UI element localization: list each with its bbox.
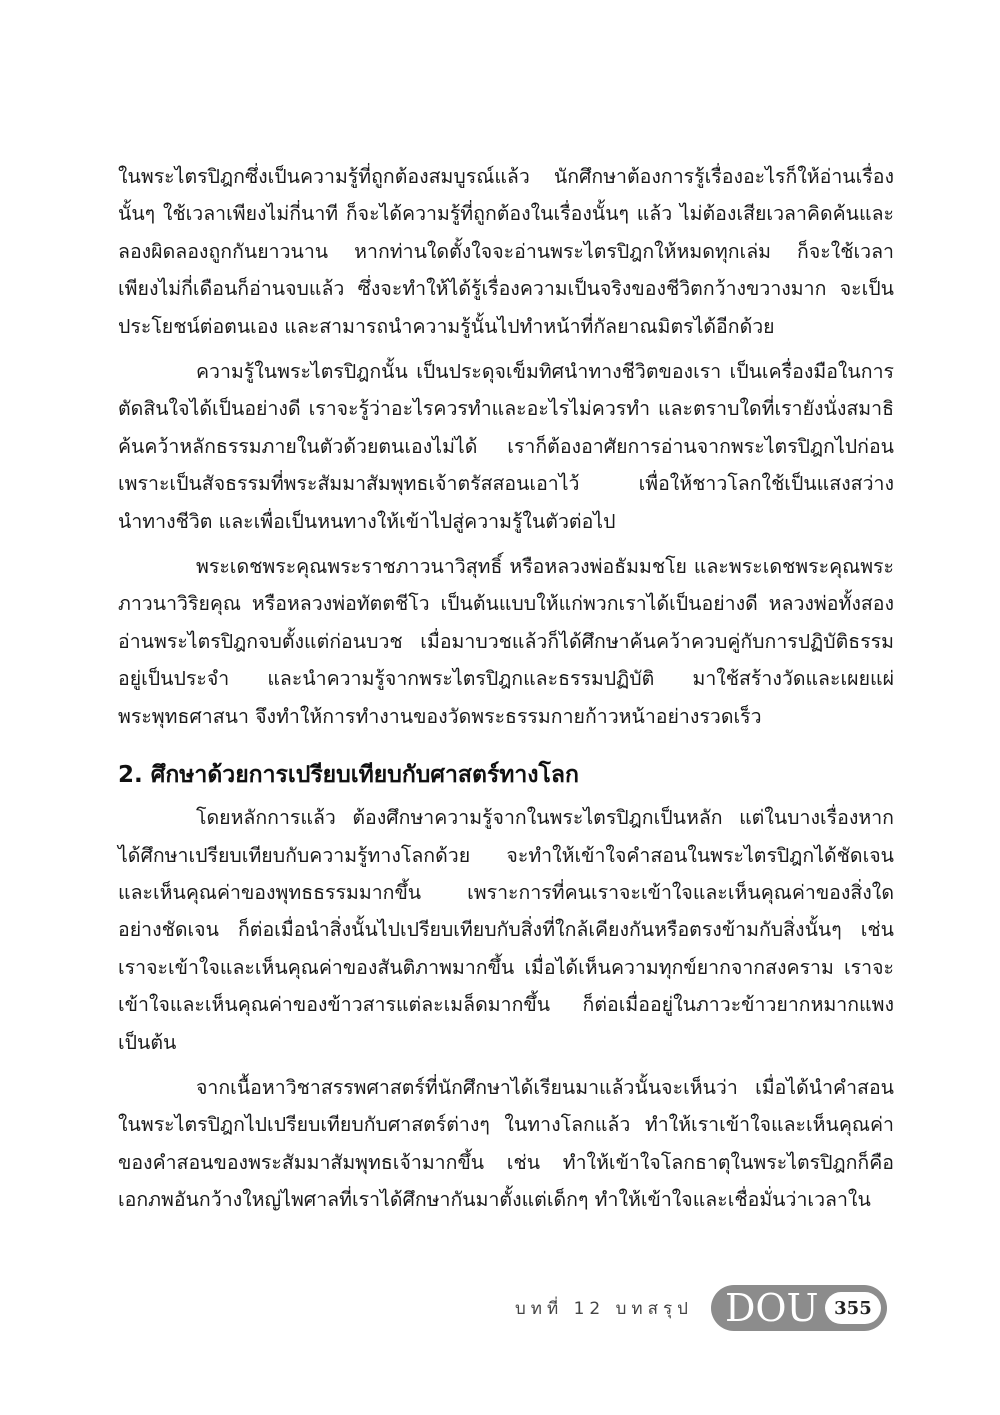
- page-footer: [515, 1285, 887, 1331]
- section-heading-2: 2. ศึกษาด้วยการเปรียบเทียบกับศาสตร์ทางโลก: [118, 762, 579, 789]
- brand-badge: [711, 1285, 887, 1331]
- body-paragraph-3: พระเดชพระคุณพระราชภาวนาวิสุทธิ์ หรือหลวงพ่อธัมมชโย และพระเดชพระคุณพระภาวนาวิริยคุณ หรือหลวงพ่อทัตตชีโว เป็นต้นแบบให้แก่พวกเราได้เป็นอย่างดี หลวงพ่อทั้งสองอ่านพระไตรปิฎกจบตั้งแต่ก่อนบวช เมื่อมาบวชแล้วก็ได้ศึกษาค้นคว้าควบคู่กับการปฏิบัติธรรมอยู่เป็นประจำ และนำความรู้จากพระไตรปิฎกและธรรมปฏิบัติ มาใช้สร้างวัดและเผยแผ่พระพุทธศาสนา จึงทำให้การทำงานของวัดพระธรรมกายก้าวหน้าอย่างรวดเร็ว: [118, 555, 894, 728]
- page-number: 355: [825, 1292, 881, 1324]
- body-paragraph-4: โดยหลักการแล้ว ต้องศึกษาความรู้จากในพระไตรปิฎกเป็นหลัก แต่ในบางเรื่องหากได้ศึกษาเปรียบเทียบกับความรู้ทางโลกด้วย จะทำให้เข้าใจคำสอนในพระไตรปิฎกได้ชัดเจนและเห็นคุณค่าของพุทธธรรมมากขึ้น เพราะการที่คนเราจะเข้าใจและเห็นคุณค่าของสิ่งใดอย่างชัดเจน ก็ต่อเมื่อนำสิ่งนั้นไปเปรียบเทียบกับสิ่งที่ใกล้เคียงกันหรือตรงข้ามกับสิ่งนั้นๆ เช่น เราจะเข้าใจและเห็นคุณค่าของสันติภาพมากขึ้น เมื่อได้เห็นความทุกข์ยากจากสงคราม เราจะเข้าใจและเห็นคุณค่าของข้าวสารแต่ละเมล็ดมากขึ้น ก็ต่อเมื่ออยู่ในภาวะข้าวยากหมากแพงเป็นต้น: [118, 806, 894, 1054]
- body-paragraph-5: จากเนื้อหาวิชาสรรพศาสตร์ที่นักศึกษาได้เรียนมาแล้วนั้นจะเห็นว่า เมื่อได้นำคำสอนในพระไตรปิฎกไปเปรียบเทียบกับศาสตร์ต่างๆ ในทางโลกแล้ว ทำให้เราเข้าใจและเห็นคุณค่าของคำสอนของพระสัมมาสัมพุทธเจ้ามากขึ้น เช่น ทำให้เข้าใจโลกธาตุในพระไตรปิฎกก็คือเอกภพอันกว้างใหญ่ไพศาลที่เราได้ศึกษากันมาตั้งแต่เด็กๆ ทำให้เข้าใจและเชื่อมั่นว่าเวลาใน: [118, 1075, 894, 1212]
- page-content: [118, 158, 894, 1219]
- brand-logo: DOU: [724, 1286, 819, 1330]
- chapter-label: บทที่ 12 บทสรุป: [515, 1298, 693, 1319]
- body-paragraph-2: ความรู้ในพระไตรปิฎกนั้น เป็นประดุจเข็มทิศนำทางชีวิตของเรา เป็นเครื่องมือในการตัดสินใจได้เป็นอย่างดี เราจะรู้ว่าอะไรควรทำและอะไรไม่ควรทำ และตราบใดที่เรายังนั่งสมาธิค้นคว้าหลักธรรมภายในตัวด้วยตนเองไม่ได้ เราก็ต้องอาศัยการอ่านจากพระไตรปิฎกไปก่อน เพราะเป็นสัจธรรมที่พระสัมมาสัมพุทธเจ้าตรัสสอนเอาไว้ เพื่อให้ชาวโลกใช้เป็นแสงสว่างนำทางชีวิต และเพื่อเป็นหนทางให้เข้าไปสู่ความรู้ในตัวต่อไป: [118, 360, 894, 533]
- body-paragraph-1: ในพระไตรปิฎกซึ่งเป็นความรู้ที่ถูกต้องสมบูรณ์แล้ว นักศึกษาต้องการรู้เรื่องอะไรก็ให้อ่านเรื่องนั้นๆ ใช้เวลาเพียงไม่กี่นาที ก็จะได้ความรู้ที่ถูกต้องในเรื่องนั้นๆ แล้ว ไม่ต้องเสียเวลาคิดค้นและลองผิดลองถูกกันยาวนาน หากท่านใดตั้งใจจะอ่านพระไตรปิฎกให้หมดทุกเล่ม ก็จะใช้เวลาเพียงไม่กี่เดือนก็อ่านจบแล้ว ซึ่งจะทำให้ได้รู้เรื่องความเป็นจริงของชีวิตกว้างขวางมาก จะเป็นประโยชน์ต่อตนเอง และสามารถนำความรู้นั้นไปทำหน้าที่กัลยาณมิตรได้อีกด้วย: [118, 165, 894, 338]
